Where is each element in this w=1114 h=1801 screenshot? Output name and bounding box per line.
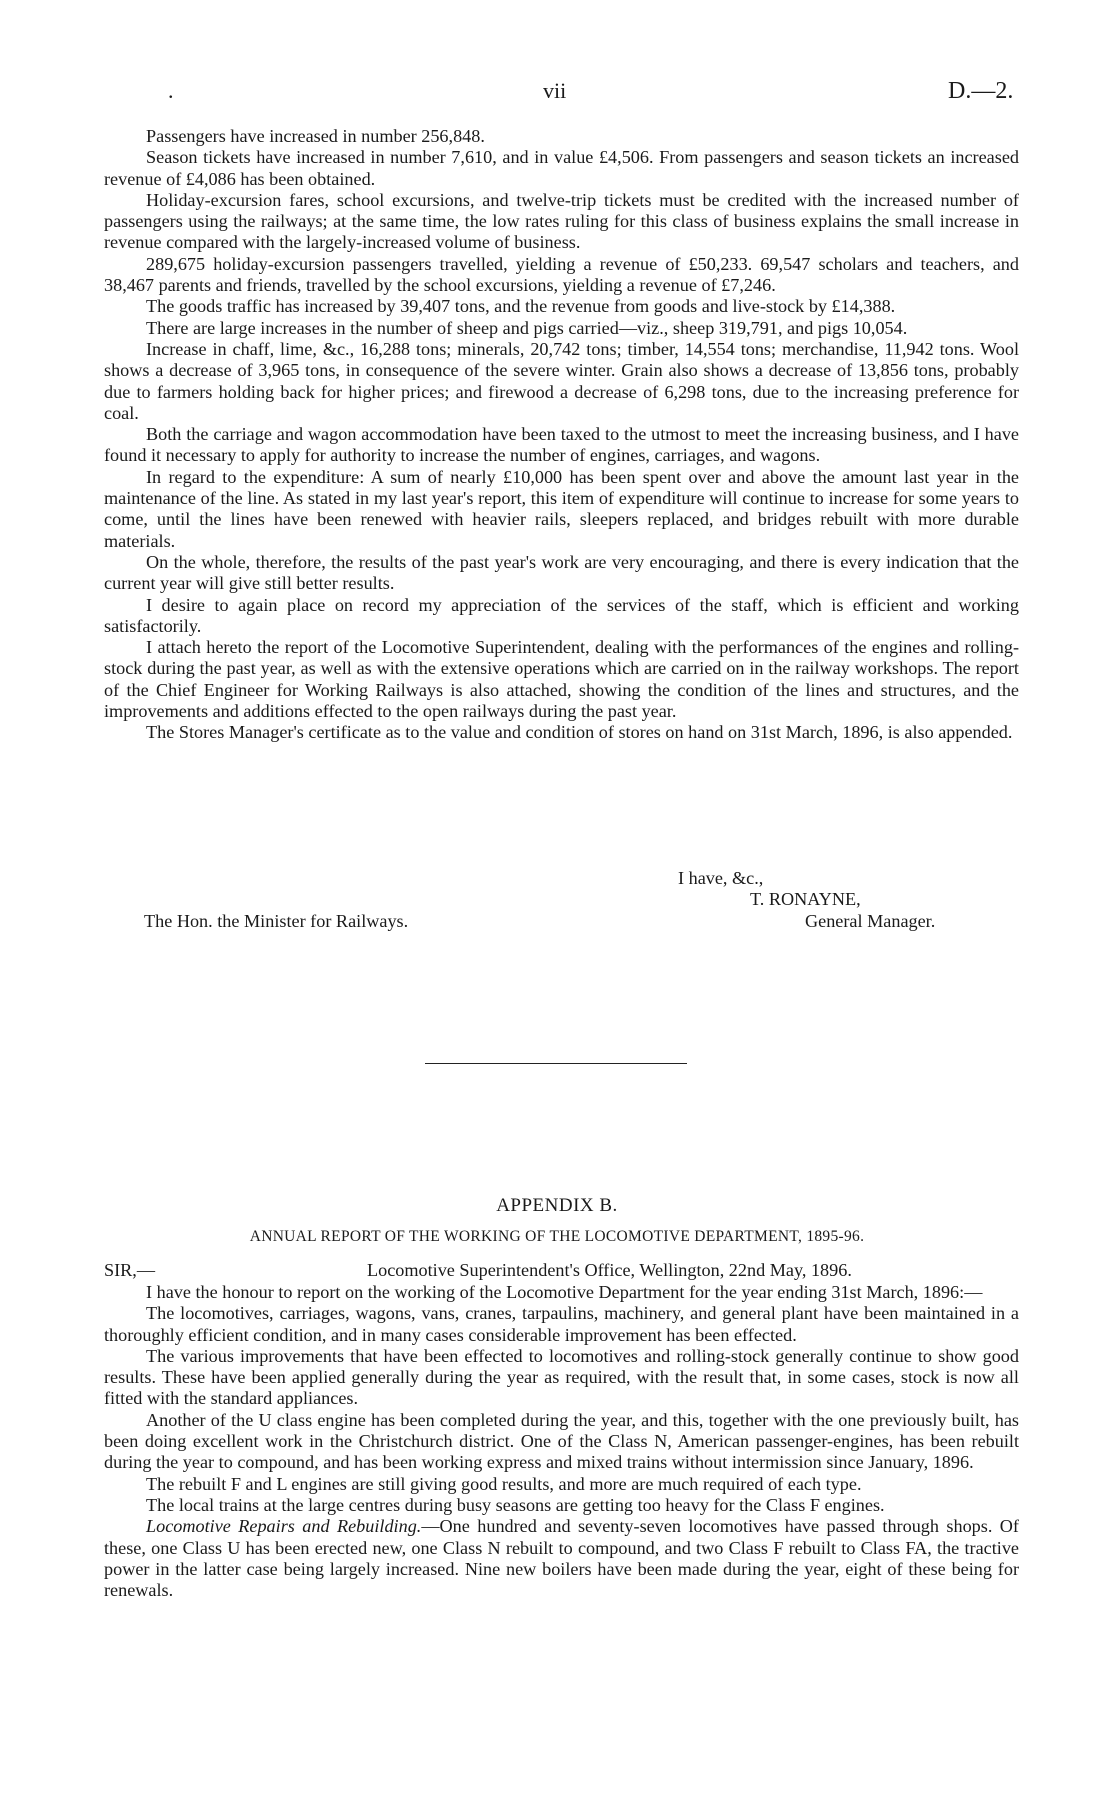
header-dot: . bbox=[168, 78, 174, 103]
office-line: Locomotive Superintendent's Office, Wellington, 22nd May, 1896. bbox=[367, 1260, 852, 1280]
section-heading: Locomotive Repairs and Rebuilding. bbox=[146, 1516, 422, 1537]
appendix-title: APPENDIX B. bbox=[496, 1195, 618, 1216]
report-paragraph-repairs bbox=[104, 1516, 1019, 1601]
letter-paragraph: The goods traffic has increased by 39,407 tons, and the revenue from goods and live-stock by £14,388. bbox=[146, 296, 896, 317]
report-paragraph: Another of the U class engine has been completed during the year, and this, together with the one previously built, has been doing excellent work in the Christchurch district. One of the Class N, American passenger-engines, has been rebuilt during the year to compound, and has been working express and mixed trains without intermission since January, 1896. bbox=[104, 1409, 1019, 1473]
report-paragraph: The local trains at the large centres during busy seasons are getting too heavy for the Class F engines. bbox=[146, 1494, 885, 1515]
report-paragraph: I have the honour to report on the working of the Locomotive Department for the year ending 31st March, 1896:— bbox=[146, 1282, 983, 1302]
report-paragraph: The various improvements that have been effected to locomotives and rolling-stock generally continue to show good results. These have been applied generally during the year as required, with the result that, in some cases, stock is now all fitted with the standard appliances. bbox=[104, 1345, 1019, 1409]
salutation: SIR,— bbox=[104, 1260, 156, 1280]
letter-paragraph: I desire to again place on record my appreciation of the services of the staff, which is efficient and working satisfactorily. bbox=[104, 594, 1019, 636]
page-number: vii bbox=[543, 78, 567, 103]
letter-paragraph: 289,675 holiday-excursion passengers travelled, yielding a revenue of £50,233. 69,547 scholars and teachers, and 38,467 parents and friends, travelled by the school excursions, yielding a revenue of £7,246. bbox=[104, 253, 1019, 296]
addressee: The Hon. the Minister for Railways. bbox=[144, 911, 409, 931]
letter-paragraph: There are large increases in the number of sheep and pigs carried—viz., sheep 319,791, and pigs 10,054. bbox=[146, 317, 908, 338]
letter-paragraph: Increase in chaff, lime, &c., 16,288 tons; minerals, 20,742 tons; timber, 14,554 tons; merchandise, 11,942 tons. Wool shows a decrease of 3,965 tons, in consequence of the severe winter. Grain also shows a decrease of 13,856 tons, probably due to farmers holding back for higher prices; and firewood a decrease of 6,298 tons, due to the increasing preference for coal. bbox=[104, 338, 1019, 423]
letter-paragraph: Holiday-excursion fares, school excursions, and twelve-trip tickets must be credited with the increased number of passengers using the railways; at the same time, the low rates ruling for this class of business explains the small increase in revenue compared with the largely-increased volume of business. bbox=[104, 189, 1019, 253]
report-paragraph: The rebuilt F and L engines are still giving good results, and more are much required of each type. bbox=[146, 1473, 862, 1494]
report-paragraph: The locomotives, carriages, wagons, vans, cranes, tarpaulins, machinery, and general plant have been maintained in a thoroughly efficient condition, and in many cases considerable improvement has been effected. bbox=[104, 1303, 1019, 1345]
letter-body bbox=[104, 126, 1019, 744]
letter-paragraph: Passengers have increased in number 256,848. bbox=[146, 126, 485, 146]
appendix-subtitle: ANNUAL REPORT OF THE WORKING OF THE LOCOMOTIVE DEPARTMENT, 1895-96. bbox=[249, 1228, 865, 1245]
report-body bbox=[104, 1282, 1019, 1601]
signatory-name: T. RONAYNE, bbox=[750, 889, 861, 909]
letter-paragraph: I attach hereto the report of the Locomotive Superintendent, dealing with the performances of the engines and rolling-stock during the past year, as well as with the extensive operations which are carried on in the railway workshops. The report of the Chief Engineer for Working Railways is also attached, showing the condition of the lines and structures, and the improvements and additions effected to the open railways during the past year. bbox=[104, 637, 1019, 722]
section-text: —One hundred and seventy-seven locomotives have passed through shops. Of these, one Class U has been erected new, one Class N rebuilt to compound, and two Class F rebuilt to Class FA, the tractive power in the latter case being largely increased. Nine new boilers have been made during the year, eight of these being for renewals. bbox=[104, 1516, 1019, 1601]
section-divider bbox=[425, 1063, 687, 1064]
letter-paragraph: On the whole, therefore, the results of the past year's work are very encouraging, and there is every indication that the current year will give still better results. bbox=[104, 551, 1019, 594]
signatory-title: General Manager. bbox=[805, 911, 936, 931]
letter-closing: I have, &c., bbox=[678, 868, 764, 888]
letter-paragraph: Season tickets have increased in number 7,610, and in value £4,506. From passengers and season tickets an increased revenue of £4,086 has been obtained. bbox=[104, 147, 1019, 189]
letter-paragraph: In regard to the expenditure: A sum of nearly £10,000 has been spent over and above the amount last year in the maintenance of the line. As stated in my last year's report, this item of expenditure will continue to increase for some years to come, until the lines have been renewed with heavier rails, sleepers replaced, and bridges rebuilt with more durable materials. bbox=[104, 466, 1019, 551]
letter-paragraph: Both the carriage and wagon accommodation have been taxed to the utmost to meet the increasing business, and I have found it necessary to apply for authority to increase the number of engines, carriages, and wagons. bbox=[104, 424, 1019, 466]
document-reference: D.—2. bbox=[948, 78, 1014, 104]
letter-paragraph: The Stores Manager's certificate as to the value and condition of stores on hand on 31st March, 1896, is also appended. bbox=[146, 722, 1013, 743]
